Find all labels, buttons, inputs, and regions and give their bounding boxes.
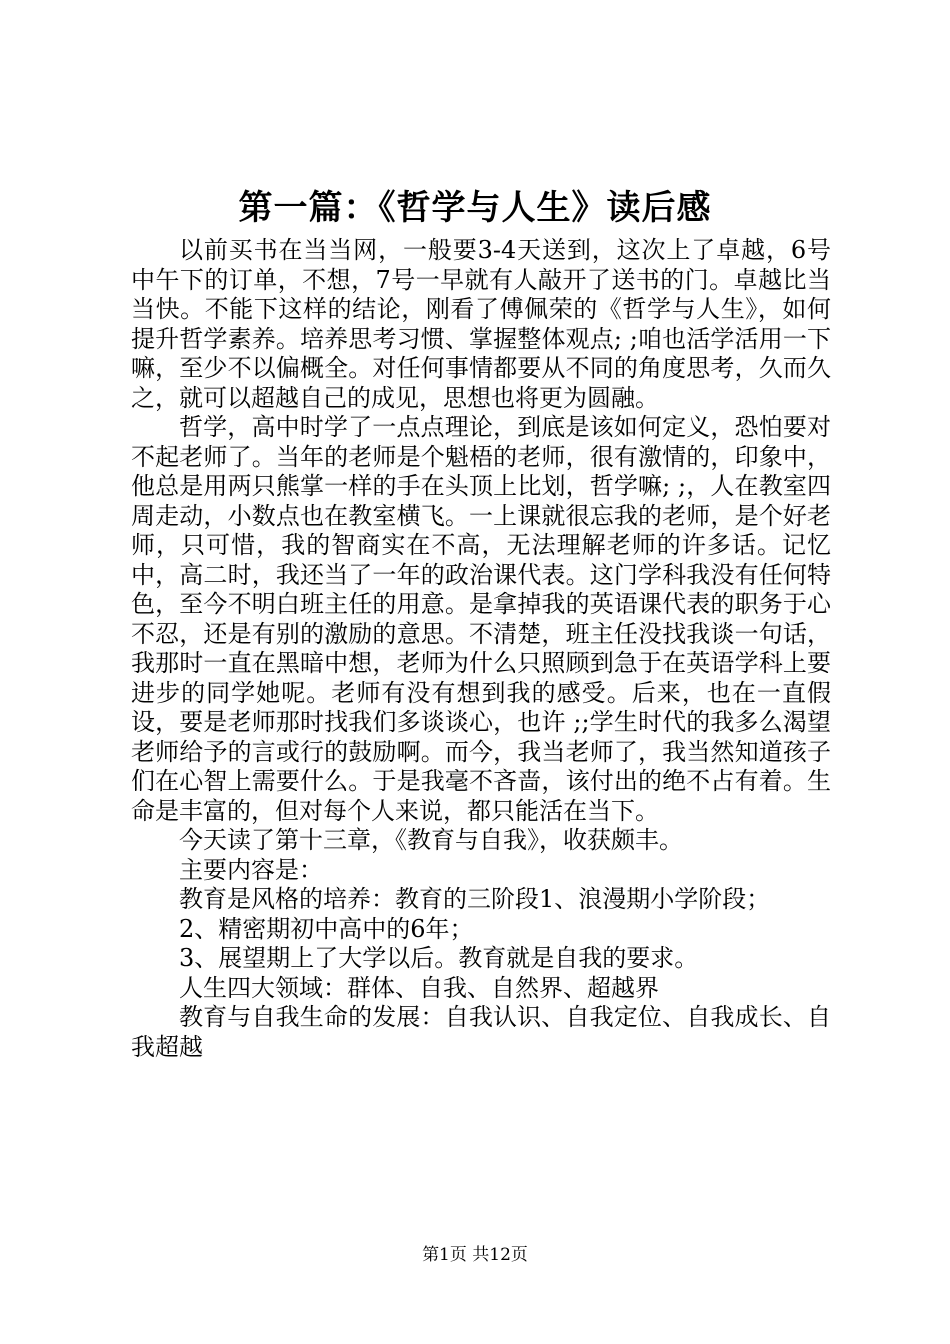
document-title: 第一篇：《哲学与人生》读后感 <box>238 188 712 228</box>
body-paragraph: 3、展望期上了大学以后。教育就是自我的要求。 <box>179 944 699 972</box>
body-paragraph: 人生四大领域：群体、自我、自然界、超越界 <box>179 973 659 1002</box>
body-paragraph: 2、精密期初中高中的6年； <box>179 914 474 943</box>
body-paragraph: 教育与自我生命的发展：自我认识、自我定位、自我成长、自我超越 <box>131 1003 831 1061</box>
document-body <box>131 236 831 1062</box>
body-paragraph: 主要内容是： <box>179 855 323 884</box>
body-paragraph: 今天读了第十三章，《教育与自我》，收获颇丰。 <box>179 826 683 854</box>
body-paragraph: 以前买书在当当网，一般要3-4天送到，这次上了卓越，6号中午下的订单，不想，7号一早就有人敲开了送书的门。卓越比当当快。不能下这样的结论，刚看了傅佩荣的《哲学与人生》，如何提升哲学素养。培养思考习惯、掌握整体观点; ;咱也活学活用一下嘛，至少不以偏概全。对任何事情都要从不同的角度思考，久而久之，就可以超越自己的成见，思想也将更为圆融。 <box>131 236 831 412</box>
body-paragraph: 哲学，高中时学了一点点理论，到底是该如何定义，恐怕要对不起老师了。当年的老师是个魁梧的老师，很有激情的，印象中，他总是用两只熊掌一样的手在头顶上比划，哲学嘛; ;，人在教室四周走动，小数点也在教室横飞。一上课就很忘我的老师，是个好老师，只可惜，我的智商实在不高，无法理解老师的许多话。记忆中，高二时，我还当了一年的政治课代表。这门学科我没有任何特色，至今不明白班主任的用意。是拿掉我的英语课代表的职务于心不忍，还是有别的激励的意思。不清楚，班主任没找我谈一句话，我那时一直在黑暗中想，老师为什么只照顾到急于在英语学科上要进步的同学她呢。老师有没有想到我的感受。后来，也在一直假设，要是老师那时找我们多谈谈心，也许 ;;学生时代的我多么渴望老师给予的言或行的鼓励啊。而今，我当老师了，我当然知道孩子们在心智上需要什么。于是我毫不吝啬，该付出的绝不占有着。生命是丰富的，但对每个人来说，都只能活在当下。 <box>131 413 831 825</box>
page-number-footer: 第1页 共12页 <box>422 1245 528 1265</box>
body-paragraph: 教育是风格的培养：教育的三阶段1、浪漫期小学阶段； <box>179 885 771 913</box>
